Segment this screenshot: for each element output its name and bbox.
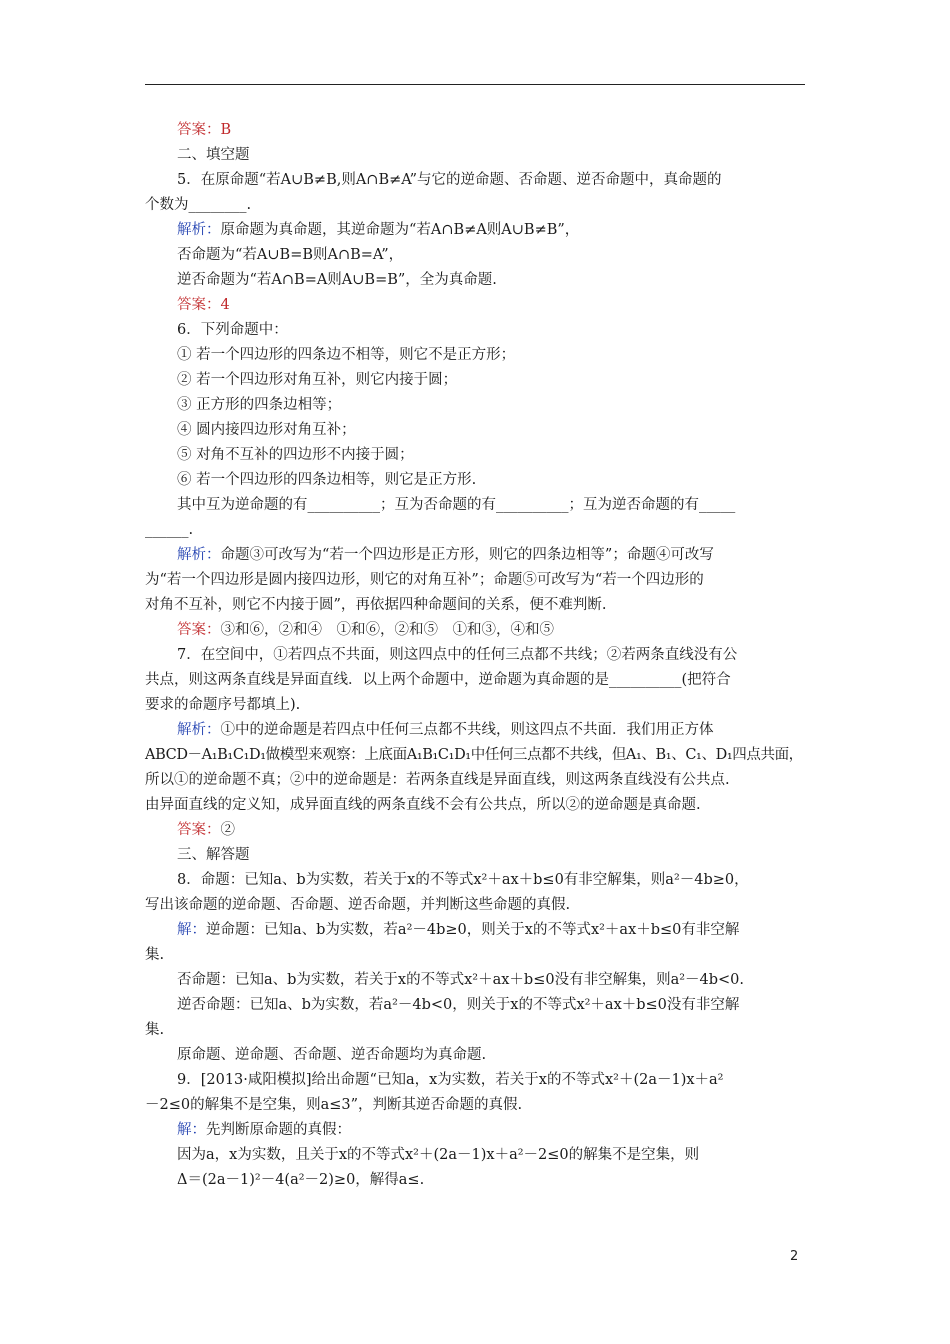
text-line: 6．下列命题中：: [177, 322, 288, 338]
line-body: 先判断原命题的真假：: [206, 1122, 351, 1138]
text-line: 答案：4: [177, 297, 230, 313]
line-label: 解析：: [177, 547, 221, 563]
text-line: ② 若一个四边形对角互补，则它内接于圆；: [177, 372, 458, 388]
text-line: ______.: [145, 522, 194, 538]
text-line: 原命题、逆命题、否命题、逆否命题均为真命题.: [177, 1047, 487, 1063]
text-line: 集.: [145, 947, 165, 963]
text-line: 写出该命题的逆命题、否命题、逆否命题，并判断这些命题的真假.: [145, 897, 571, 913]
text-line: ③ 正方形的四条边相等；: [177, 397, 342, 413]
text-line: ① 若一个四边形的四条边不相等，则它不是正方形；: [177, 347, 516, 363]
text-line: 逆否命题：已知a、b为实数，若a²－4b<0，则关于x的不等式x²＋ax＋b≤0没有非空解: [177, 997, 740, 1013]
text-line: 要求的命题序号都填上).: [145, 697, 301, 713]
text-line: 对角不互补，则它不内接于圆”，再依据四种命题间的关系，便不难判断.: [145, 597, 607, 613]
text-line: 由异面直线的定义知，成异面直线的两条直线不会有公共点，所以②的逆命题是真命题.: [145, 797, 701, 813]
text-line: 8．命题：已知a、b为实数，若关于x的不等式x²＋ax＋b≤0有非空解集，则a²－4b≥0，: [177, 872, 749, 888]
text-line: 共点，则这两条直线是异面直线．以上两个命题中，逆命题为真命题的是__________(把符合: [145, 672, 731, 688]
text-line: 9．[2013·咸阳模拟]给出命题“已知a，x为实数，若关于x的不等式x²＋(2a－1)x＋a²: [177, 1072, 724, 1088]
line-body: ②: [220, 822, 235, 838]
line-body: ①中的逆命题是若四点中任何三点都不共线，则这四点不共面．我们用正方体: [220, 722, 714, 738]
line-label: 解析：: [177, 222, 221, 238]
line-label: 答案：: [177, 622, 221, 638]
text-line: [177, 1120, 805, 1140]
text-line: ④ 圆内接四边形对角互补；: [177, 422, 356, 438]
text-line: 否命题为“若A∪B=B则A∩B=A”，: [177, 247, 404, 263]
text-line: Δ＝(2a－1)²－4(a²－2)≥0，解得a≤.: [177, 1172, 425, 1188]
header-rule: [145, 84, 805, 85]
text-line: [177, 620, 805, 640]
line-body: 原命题为真命题，其逆命题为“若A∩B≠A则A∪B≠B”，: [220, 222, 580, 238]
text-line: 逆否命题为“若A∩B=A则A∪B=B”，全为真命题.: [177, 272, 497, 288]
line-body: 逆命题：已知a、b为实数，若a²－4b≥0，则关于x的不等式x²＋ax＋b≤0有非空解: [206, 922, 740, 938]
text-line: 其中互为逆命题的有__________；互为否命题的有__________；互为逆否命题的有_____: [177, 497, 736, 513]
text-line: 所以①的逆命题不真；②中的逆命题是：若两条直线是异面直线，则这两条直线没有公共点.: [145, 772, 730, 788]
text-line: 集.: [145, 1022, 165, 1038]
text-line: [177, 720, 805, 740]
text-line: 二、填空题: [177, 147, 250, 163]
line-label: 解：: [177, 1122, 206, 1138]
line-label: 答案：: [177, 822, 221, 838]
text-line: ABCD－A₁B₁C₁D₁做模型来观察：上底面A₁B₁C₁D₁中任何三点都不共线，但A₁、B₁、C₁、D₁四点共面，: [145, 747, 803, 763]
text-line: ⑤ 对角不互补的四边形不内接于圆；: [177, 447, 414, 463]
text-line: [177, 920, 805, 940]
line-label: 解：: [177, 922, 206, 938]
text-line: [177, 820, 805, 840]
line-body: 命题③可改写为“若一个四边形是正方形，则它的四条边相等”；命题④可改写: [220, 547, 714, 563]
line-label: 解析：: [177, 722, 221, 738]
text-line: 7．在空间中，①若四点不共面，则这四点中的任何三点都不共线；②若两条直线没有公: [177, 647, 738, 663]
text-line: 否命题：已知a、b为实数，若关于x的不等式x²＋ax＋b≤0没有非空解集，则a²－4b<0.: [177, 972, 745, 988]
text-line: 为“若一个四边形是圆内接四边形，则它的对角互补”；命题⑤可改写为“若一个四边形的: [145, 572, 704, 588]
page-number: 2: [790, 1249, 799, 1264]
text-line: 三、解答题: [177, 847, 250, 863]
text-line: 因为a，x为实数，且关于x的不等式x²＋(2a－1)x＋a²－2≤0的解集不是空集，则: [177, 1147, 700, 1163]
text-line: ⑥ 若一个四边形的四条边相等，则它是正方形.: [177, 472, 477, 488]
text-line: 个数为________.: [145, 197, 252, 213]
text-line: [177, 220, 805, 240]
text-line: 答案：B: [177, 122, 232, 138]
text-line: 5．在原命题“若A∪B≠B,则A∩B≠A”与它的逆命题、否命题、逆否命题中，真命题的: [177, 172, 722, 188]
text-line: [177, 545, 805, 565]
line-body: ③和⑥，②和④ ①和⑥，②和⑤ ①和③，④和⑤: [220, 622, 554, 638]
text-line: －2≤0的解集不是空集，则a≤3”，判断其逆否命题的真假.: [145, 1097, 523, 1113]
